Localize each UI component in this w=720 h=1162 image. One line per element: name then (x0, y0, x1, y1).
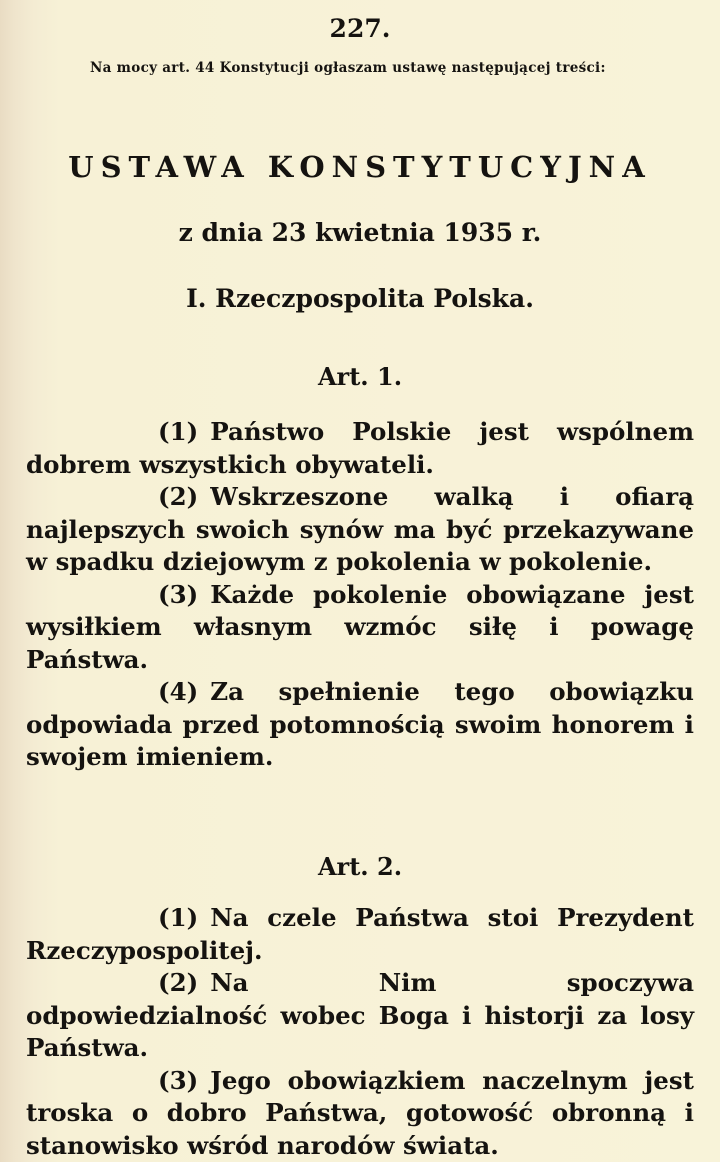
article-1-paragraph-3 (26, 579, 694, 677)
paragraph-text: Wskrzeszone walką i ofiarą najlepszych swoich synów ma być przekazywane w spadku dziejowym z pokolenia w pokolenie. (26, 482, 694, 576)
paragraph-number: (3) (92, 579, 198, 612)
article-1-body (26, 416, 694, 774)
paragraph-text: Państwo Polskie jest wspólnem dobrem wszystkich obywateli. (26, 417, 694, 479)
paragraph-number: (4) (92, 676, 198, 709)
paragraph-text: Za spełnienie tego obowiązku odpowiada przed potomnością swoim honorem i swojem imieniem. (26, 677, 694, 771)
paragraph-text: Każde pokolenie obowiązane jest wysiłkiem własnym wzmóc siłę i powagę Państwa. (26, 580, 694, 674)
article-2-body (26, 902, 694, 1162)
article-1-paragraph-1 (26, 416, 694, 481)
article-1-paragraph-2 (26, 481, 694, 579)
article-1-paragraph-4 (26, 676, 694, 774)
paragraph-number: (1) (92, 416, 198, 449)
article-2-heading: Art. 2. (0, 852, 720, 881)
promulgation-clause: Na mocy art. 44 Konstytucji ogłaszam ustawę następującej treści: (38, 58, 682, 78)
paragraph-number: (2) (92, 481, 198, 514)
document-date: z dnia 23 kwietnia 1935 r. (0, 218, 720, 247)
article-2-paragraph-1 (26, 902, 694, 967)
article-1-heading: Art. 1. (0, 362, 720, 391)
paragraph-number: (2) (92, 967, 198, 1000)
chapter-heading: I. Rzeczpospolita Polska. (0, 284, 720, 313)
article-2-paragraph-2 (26, 967, 694, 1065)
page-number: 227. (0, 14, 720, 43)
paragraph-text: Na czele Państwa stoi Prezydent Rzeczypospolitej. (26, 903, 694, 965)
paragraph-number: (1) (92, 902, 198, 935)
article-2-paragraph-3 (26, 1065, 694, 1162)
paragraph-text: Jego obowiązkiem naczelnym jest troska o dobro Państwa, gotowość obronną i stanowisko wśród narodów świata. (26, 1066, 694, 1160)
paragraph-text: Na Nim spoczywa odpowiedzialność wobec Boga i historji za losy Państwa. (26, 968, 694, 1062)
document-title: USTAWA KONSTYTUCYJNA (0, 150, 720, 184)
paragraph-number: (3) (92, 1065, 198, 1098)
